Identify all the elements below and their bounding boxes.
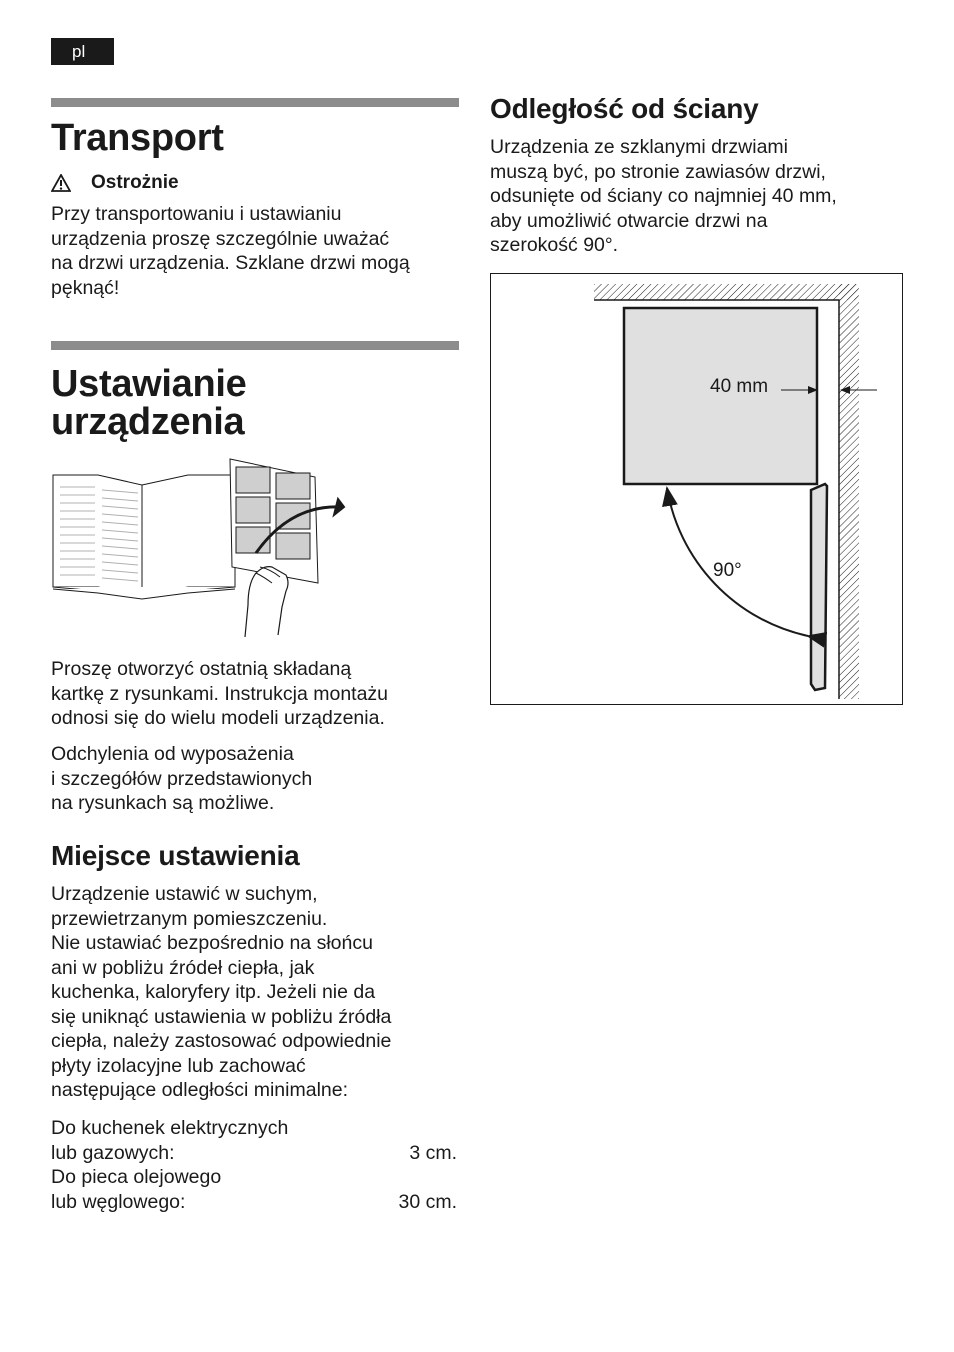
section-divider (51, 341, 459, 350)
wall-distance-text: Urządzenia ze szklanymi drzwiami muszą być, po stronie zawiasów drzwi, odsunięte od ściany co najmniej 40 mm, aby umożliwić otwarcie drzwi na szerokość 90°. (490, 136, 837, 256)
setup-note-text: Odchylenia od wyposażenia i szczegółów przedstawionych na rysunkach są możliwe. (51, 743, 313, 814)
wall-distance-title: Odległość od ściany (490, 93, 759, 124)
foldout-page-illustration (50, 455, 350, 640)
language-tag: pl (51, 38, 114, 65)
distance-value: 30 cm. (398, 1190, 457, 1213)
transport-text: Przy transportowaniu i ustawianiu urządzenia proszę szczególnie uważać na drzwi urządzenia. Szklane drzwi mogą pęknąć! (51, 203, 410, 299)
distance-value: 3 cm. (409, 1141, 457, 1164)
setup-title-line1: Ustawianie (51, 363, 247, 405)
caution-heading (51, 172, 179, 194)
caution-label: Ostrożnie (91, 172, 179, 193)
angle-label: 90° (713, 560, 742, 581)
distance-row (51, 1190, 457, 1215)
location-text: Urządzenie ustawić w suchym, przewietrzanym pomieszczeniu. Nie ustawiać bezpośrednio na słońcu ani w pobliżu źródeł ciepła, jak kuchenka, kaloryfery itp. Jeżeli nie da się uniknąć ustawienia w pobliżu źródła ciepła, należy zastosować odpowiednie płyty izolacyjne lub zachować następujące odległości minimalne: (51, 883, 392, 1101)
section-divider (51, 98, 459, 107)
diagram-drawing (491, 274, 902, 704)
open-door (811, 484, 827, 690)
distance-label-line1: Do kuchenek elektrycznych (51, 1117, 289, 1139)
warning-triangle-icon (51, 174, 71, 192)
distance-label-line2: lub węglowego: (51, 1190, 186, 1213)
distance-label: 40 mm (710, 376, 769, 397)
distance-label-line1: Do pieca olejowego (51, 1166, 222, 1188)
distance-list (51, 1116, 457, 1214)
setup-title-line2: urządzenia (51, 401, 245, 443)
distance-row (51, 1116, 457, 1141)
distance-row (51, 1165, 457, 1190)
wall-clearance-diagram (490, 273, 903, 705)
distance-row (51, 1141, 457, 1166)
wall-top-hatch (594, 284, 858, 300)
wall-side-hatch (839, 284, 859, 699)
location-title: Miejsce ustawienia (51, 840, 300, 871)
setup-instruction-text: Proszę otworzyć ostatnią składaną kartkę z rysunkami. Instrukcja montażu odnosi się do wielu modeli urządzenia. (51, 658, 389, 729)
transport-title: Transport (51, 117, 224, 159)
distance-label-line2: lub gazowych: (51, 1141, 175, 1164)
